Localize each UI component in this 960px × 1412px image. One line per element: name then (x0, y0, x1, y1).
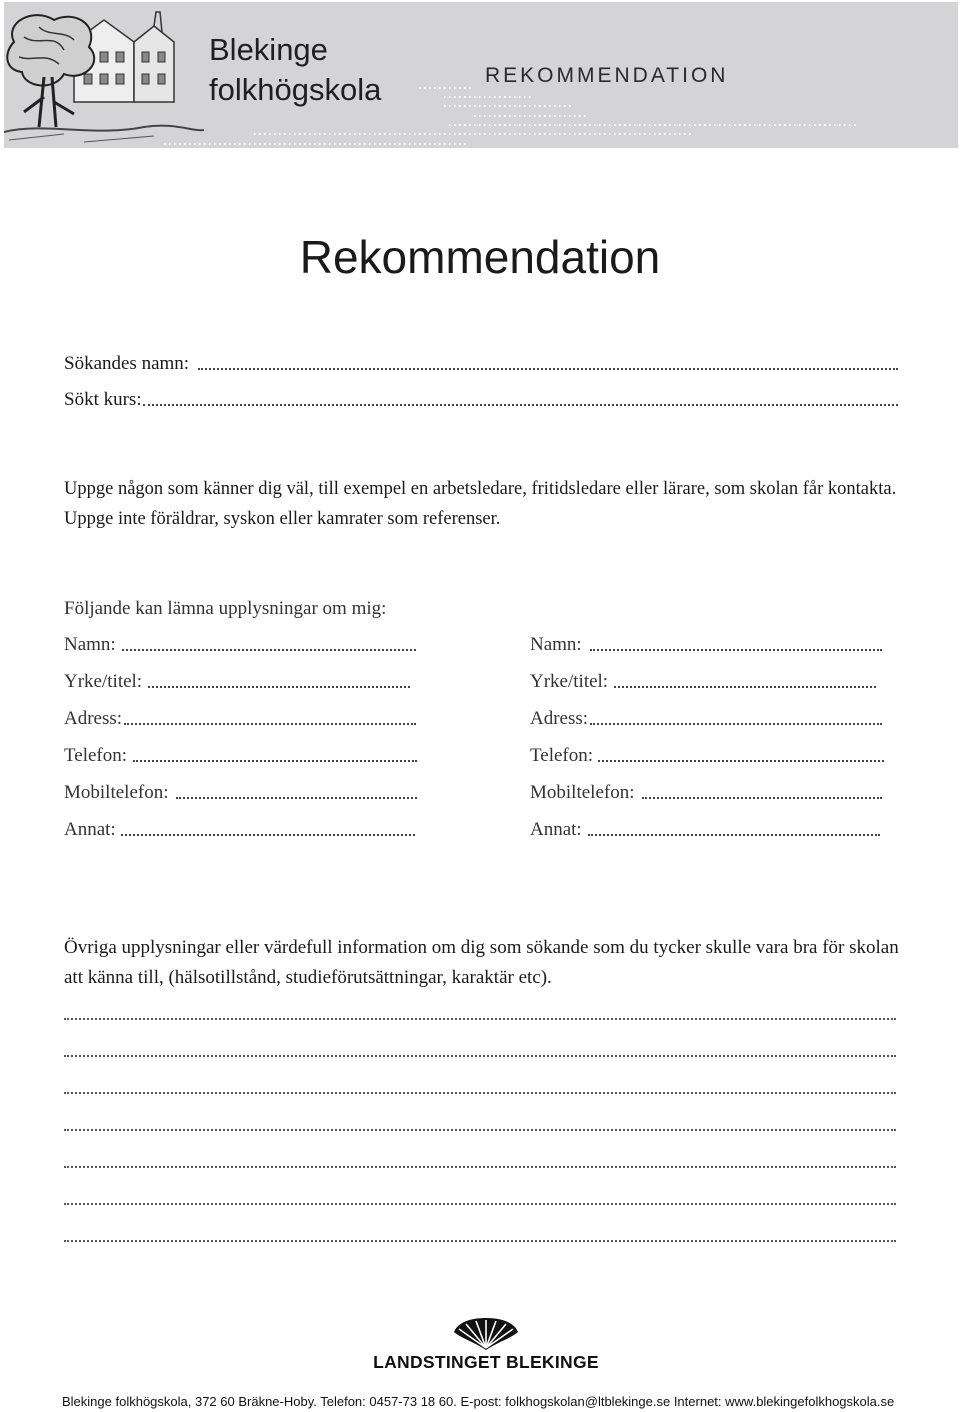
ref2-title-field[interactable] (614, 686, 876, 688)
ref2-title-label: Yrke/titel: (530, 671, 609, 692)
ref1-mobile-label: Mobiltelefon: (64, 782, 169, 803)
course-field[interactable] (143, 404, 898, 406)
header-label: REKOMMENDATION (485, 64, 729, 87)
answer-line-6[interactable] (64, 1203, 896, 1205)
decorative-dots (4, 2, 958, 148)
answer-line-3[interactable] (64, 1092, 896, 1094)
ref1-title-field[interactable] (148, 686, 410, 688)
answer-line-4[interactable] (64, 1129, 896, 1131)
answer-line-2[interactable] (64, 1055, 896, 1057)
ref1-name-label: Namn: (64, 634, 116, 655)
answer-line-5[interactable] (64, 1166, 896, 1168)
school-name-line1: Blekinge (209, 32, 328, 67)
answer-line-1[interactable] (64, 1018, 896, 1020)
ref2-phone-label: Telefon: (530, 745, 594, 766)
ref2-other-field[interactable] (588, 834, 880, 836)
ref2-name-label: Namn: (530, 634, 582, 655)
ref1-address-label: Adress: (64, 708, 123, 729)
course-label: Sökt kurs: (64, 389, 142, 410)
header-banner (4, 2, 958, 148)
page-title: Rekommendation (299, 231, 661, 283)
other-info-text: Övriga upplysningar eller värdefull information om dig som sökande som du tycker skulle vara bra för skolan att känna till, (hälsotillstånd, studieförutsättningar, karaktär etc). (64, 937, 899, 988)
instructions (64, 474, 904, 534)
ref2-mobile-label: Mobiltelefon: (530, 782, 635, 803)
ref1-phone-label: Telefon: (64, 745, 128, 766)
footer-contact: Blekinge folkhögskola, 372 60 Bräkne-Hoby. Telefon: 0457-73 18 60. E-post: folkhogskolan@ltblekinge.se Internet: www.blekingefolkhogskola.se (62, 1394, 895, 1409)
instructions-emphasis: Uppge inte föräldrar, syskon eller kamrater som referenser. (64, 509, 501, 529)
ref1-name-field[interactable] (122, 649, 416, 651)
ref1-title-label: Yrke/titel: (64, 671, 143, 692)
references-intro: Följande kan lämna upplysningar om mig: (64, 598, 387, 619)
ref2-mobile-field[interactable] (642, 797, 882, 799)
applicant-name-field[interactable] (198, 368, 898, 370)
answer-line-7[interactable] (64, 1240, 896, 1242)
ref1-other-label: Annat: (64, 819, 116, 840)
ref2-name-field[interactable] (590, 649, 882, 651)
ref1-other-field[interactable] (121, 834, 415, 836)
ref2-phone-field[interactable] (598, 760, 884, 762)
ref1-mobile-field[interactable] (176, 797, 417, 799)
landstinget-logo-icon (366, 1312, 606, 1352)
applicant-name-label: Sökandes namn: (64, 353, 190, 374)
instructions-text: Uppge någon som känner dig väl, till exempel en arbetsledare, fritidsledare eller lärare, som skolan får kontakta. (64, 479, 897, 499)
landstinget-logo-text: LANDSTINGET BLEKINGE (373, 1352, 599, 1372)
ref2-address-field[interactable] (590, 723, 882, 725)
ref2-other-label: Annat: (530, 819, 582, 840)
school-name-line2: folkhögskola (209, 72, 382, 107)
ref1-address-field[interactable] (124, 723, 416, 725)
ref1-phone-field[interactable] (133, 760, 417, 762)
ref2-address-label: Adress: (530, 708, 589, 729)
